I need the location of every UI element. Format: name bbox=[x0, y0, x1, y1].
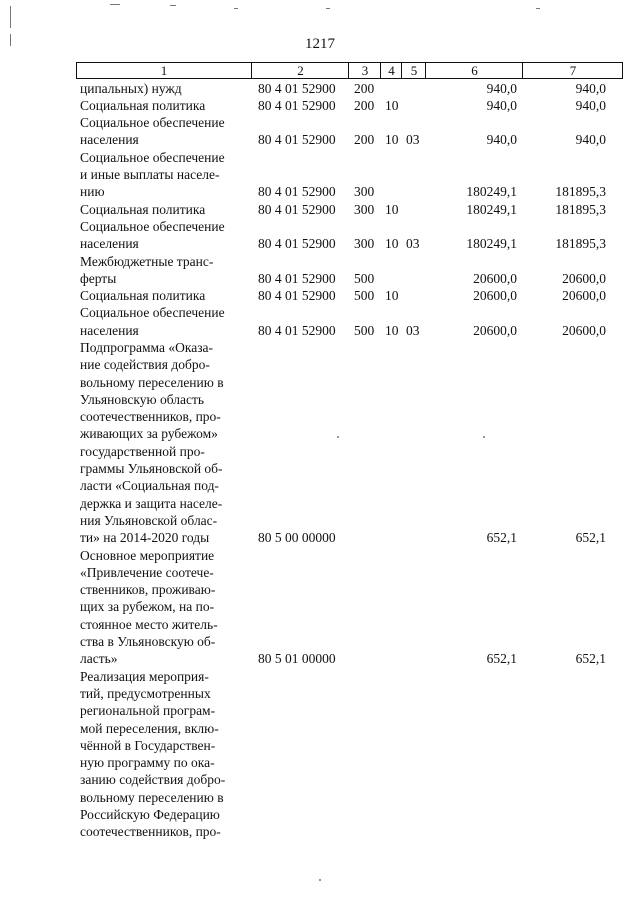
row-col-5: 03 bbox=[406, 236, 420, 252]
row-code: 80 4 01 52900 bbox=[258, 322, 336, 338]
row-name bbox=[80, 668, 248, 841]
row-name-line: ние содействия добро- bbox=[80, 357, 210, 373]
row-code: 80 4 01 52900 bbox=[258, 288, 336, 304]
row-name-line: ласть» bbox=[80, 651, 118, 667]
row-name-line: нию bbox=[80, 184, 105, 200]
row-col-3: 500 bbox=[354, 288, 375, 304]
row-name-line: ципальных) нужд bbox=[80, 80, 182, 96]
table-row bbox=[0, 547, 640, 668]
row-name bbox=[80, 80, 248, 97]
row-code: 80 5 00 00000 bbox=[258, 530, 336, 546]
row-name-line: Российскую Федерацию bbox=[80, 807, 220, 823]
row-name bbox=[80, 339, 248, 547]
row-amount-2: 181895,3 bbox=[555, 201, 606, 217]
row-name-line: региональной програм- bbox=[80, 703, 216, 719]
row-name-line: населения bbox=[80, 132, 139, 148]
header-col-5: 5 bbox=[401, 63, 426, 78]
row-code: 80 4 01 52900 bbox=[258, 184, 336, 200]
row-name-line: ственников, проживаю- bbox=[80, 582, 216, 598]
row-name-line: щих за рубежом, на по- bbox=[80, 599, 215, 615]
row-name-line: ласти «Социальная под- bbox=[80, 478, 219, 494]
row-code: 80 4 01 52900 bbox=[258, 270, 336, 286]
row-name bbox=[80, 97, 248, 114]
row-amount-1: 20600,0 bbox=[473, 270, 517, 286]
row-name-line: ную программу по ока- bbox=[80, 755, 215, 771]
row-col-3: 500 bbox=[354, 322, 375, 338]
row-code: 80 4 01 52900 bbox=[258, 132, 336, 148]
table-row bbox=[0, 114, 640, 149]
row-name-line: государственной про- bbox=[80, 443, 205, 459]
row-amount-1: 652,1 bbox=[486, 651, 517, 667]
row-name-line: Реализация мероприя- bbox=[80, 668, 209, 684]
row-amount-1: 940,0 bbox=[486, 132, 517, 148]
table-row bbox=[0, 218, 640, 253]
row-name-line: соотечественников, про- bbox=[80, 824, 221, 840]
row-name-line: ния Ульяновской облас- bbox=[80, 512, 218, 528]
row-name-line: Социальная политика bbox=[80, 288, 206, 304]
table-row bbox=[0, 339, 640, 547]
table-row bbox=[0, 668, 640, 841]
row-name-line: тий, предусмотренных bbox=[80, 685, 211, 701]
row-code: 80 4 01 52900 bbox=[258, 236, 336, 252]
row-name-line: Социальное обеспечение bbox=[80, 149, 225, 165]
row-name-line: Социальное обеспечение bbox=[80, 115, 225, 131]
header-col-3: 3 bbox=[348, 63, 381, 78]
row-col-5: 03 bbox=[406, 132, 420, 148]
row-amount-2: 652,1 bbox=[575, 651, 606, 667]
header-col-1: 1 bbox=[160, 63, 168, 78]
table-row bbox=[0, 201, 640, 218]
row-name-line: ти» на 2014-2020 годы bbox=[80, 530, 210, 546]
table-header bbox=[76, 62, 623, 79]
row-col-4: 10 bbox=[385, 132, 399, 148]
row-name bbox=[80, 218, 248, 253]
row-col-3: 500 bbox=[354, 270, 375, 286]
row-col-3: 200 bbox=[354, 132, 375, 148]
row-name-line: живающих за рубежом» bbox=[80, 426, 218, 442]
row-amount-1: 180249,1 bbox=[466, 184, 517, 200]
row-name-line: стоянное место житель- bbox=[80, 616, 218, 632]
row-name-line: Социальное обеспечение bbox=[80, 218, 225, 234]
row-name-line: Подпрограмма «Оказа- bbox=[80, 340, 214, 355]
row-name bbox=[80, 304, 248, 339]
row-name-line: и иные выплаты населе- bbox=[80, 166, 220, 182]
row-code: 80 4 01 52900 bbox=[258, 97, 336, 113]
row-name-line: «Привлечение соотече- bbox=[80, 564, 214, 580]
header-col-4: 4 bbox=[380, 63, 402, 78]
row-name-line: Основное мероприятие bbox=[80, 547, 215, 563]
row-amount-1: 940,0 bbox=[486, 97, 517, 113]
header-col-7: 7 bbox=[522, 63, 623, 78]
row-col-4: 10 bbox=[385, 322, 399, 338]
row-amount-2: 181895,3 bbox=[555, 184, 606, 200]
row-amount-2: 940,0 bbox=[575, 80, 606, 96]
row-code: 80 4 01 52900 bbox=[258, 80, 336, 96]
page-number: 1217 bbox=[305, 36, 335, 52]
row-name-line: занию содействия добро- bbox=[80, 772, 226, 788]
row-col-5: 03 bbox=[406, 322, 420, 338]
row-name-line: держка и защита населе- bbox=[80, 495, 223, 511]
table-row bbox=[0, 287, 640, 304]
row-code: 80 5 01 00000 bbox=[258, 651, 336, 667]
row-name-line: граммы Ульяновской об- bbox=[80, 461, 223, 477]
row-col-4: 10 bbox=[385, 236, 399, 252]
row-name bbox=[80, 547, 248, 668]
row-amount-2: 940,0 bbox=[575, 132, 606, 148]
row-name bbox=[80, 114, 248, 149]
row-amount-1: 20600,0 bbox=[473, 288, 517, 304]
row-amount-2: 20600,0 bbox=[562, 270, 606, 286]
row-amount-2: 20600,0 bbox=[562, 322, 606, 338]
row-amount-2: 181895,3 bbox=[555, 236, 606, 252]
row-amount-2: 652,1 bbox=[575, 530, 606, 546]
row-col-3: 300 bbox=[354, 201, 375, 217]
row-name-line: населения bbox=[80, 236, 139, 252]
row-name-line: Социальная политика bbox=[80, 97, 206, 113]
row-col-4: 10 bbox=[385, 97, 399, 113]
row-col-3: 200 bbox=[354, 97, 375, 113]
row-col-4: 10 bbox=[385, 201, 399, 217]
row-name-line: Социальное обеспечение bbox=[80, 305, 225, 321]
row-name-line: Социальная политика bbox=[80, 201, 206, 217]
row-name-line: Ульяновскую область bbox=[80, 391, 205, 407]
row-name bbox=[80, 253, 248, 288]
row-amount-1: 940,0 bbox=[486, 80, 517, 96]
row-name bbox=[80, 201, 248, 218]
table-row bbox=[0, 80, 640, 97]
row-name bbox=[80, 287, 248, 304]
row-col-3: 200 bbox=[354, 80, 375, 96]
row-name-line: мой переселения, вклю- bbox=[80, 720, 219, 736]
table-row bbox=[0, 97, 640, 114]
row-name-line: соотечественников, про- bbox=[80, 409, 221, 425]
row-code: 80 4 01 52900 bbox=[258, 201, 336, 217]
row-amount-2: 20600,0 bbox=[562, 288, 606, 304]
row-name bbox=[80, 149, 248, 201]
row-col-4: 10 bbox=[385, 288, 399, 304]
row-name-line: ства в Ульяновскую об- bbox=[80, 634, 216, 650]
row-amount-1: 20600,0 bbox=[473, 322, 517, 338]
row-name-line: ферты bbox=[80, 270, 117, 286]
table-row bbox=[0, 253, 640, 288]
table-row bbox=[0, 304, 640, 339]
row-name-line: Межбюджетные транс- bbox=[80, 253, 214, 269]
row-col-3: 300 bbox=[354, 236, 375, 252]
row-name-line: вольному переселению в bbox=[80, 789, 224, 805]
row-col-3: 300 bbox=[354, 184, 375, 200]
row-name-line: чённой в Государствен- bbox=[80, 737, 216, 753]
row-name-line: населения bbox=[80, 322, 139, 338]
header-col-6: 6 bbox=[425, 63, 523, 78]
row-name-line: вольному переселению в bbox=[80, 374, 224, 390]
row-amount-1: 652,1 bbox=[486, 530, 517, 546]
row-amount-2: 940,0 bbox=[575, 97, 606, 113]
row-amount-1: 180249,1 bbox=[466, 236, 517, 252]
table-row bbox=[0, 149, 640, 201]
header-col-2: 2 bbox=[251, 63, 349, 78]
row-amount-1: 180249,1 bbox=[466, 201, 517, 217]
